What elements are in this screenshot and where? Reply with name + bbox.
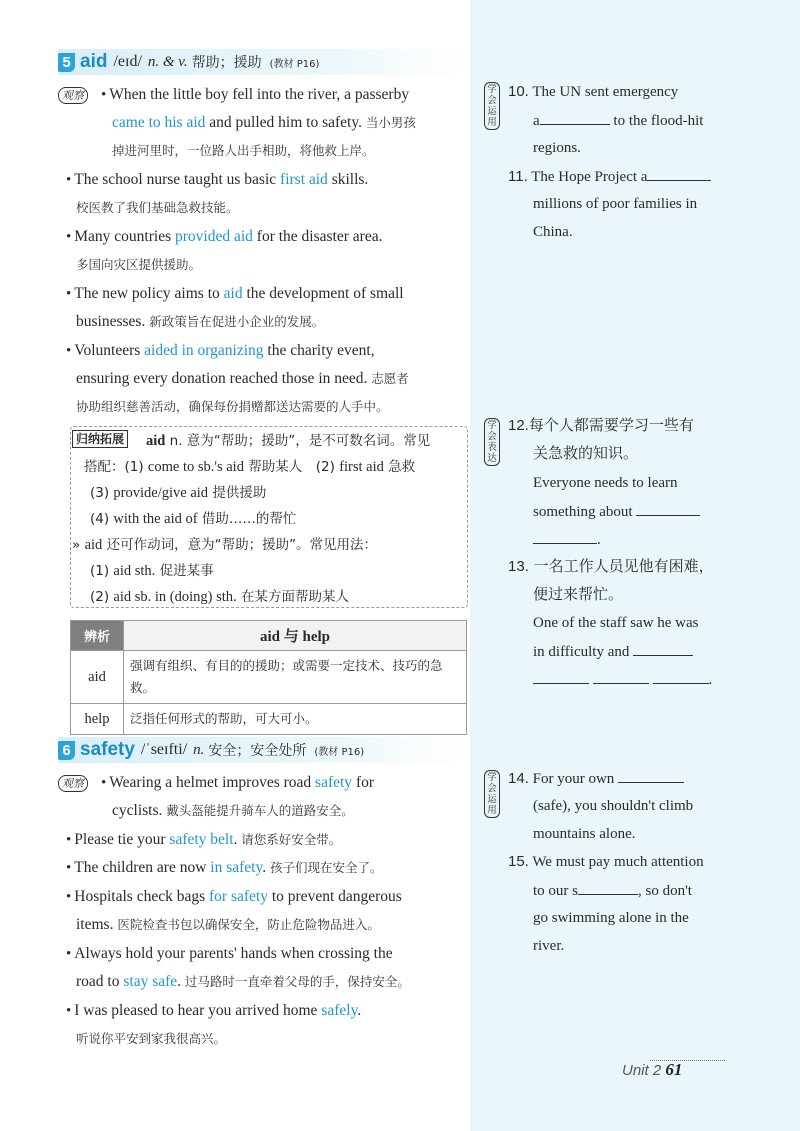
question-10-line: a to the flood-hit [533, 110, 703, 131]
question-15-line: river. [533, 938, 565, 954]
question-14-line: (safe), you shouldn't climb [533, 798, 694, 814]
textbook-reference: (教材 P16) [269, 58, 320, 70]
example-translation: 掉进河里时，一位路人出手相助，将他救上岸。 [112, 143, 375, 158]
learn-express-badge: 学会表达 [484, 418, 500, 466]
learn-use-badge: 学会运用 [484, 82, 500, 130]
question-13-line: in difficulty and [533, 641, 693, 662]
comparison-value: 强调有组织、有目的的援助；或需要一定技术、技巧的急救。 [124, 651, 467, 704]
entry-header-aid [58, 49, 466, 75]
example-line: • Hospitals check bags for safety to prevent dangerous [66, 888, 402, 905]
example-line: businesses. 新政策旨在促进小企业的发展。 [76, 313, 325, 330]
comparison-title: aid 与 help [124, 621, 467, 651]
answer-blank[interactable] [633, 641, 693, 656]
question-13-line: . [533, 669, 712, 690]
headword: safety [80, 739, 135, 760]
comparison-key: aid [71, 651, 124, 704]
example-line: • Always hold your parents' hands when crossing the [66, 945, 393, 962]
question-12-line: Everyone needs to learn [533, 475, 678, 491]
answer-blank[interactable] [540, 110, 610, 125]
example-line: • The children are now in safety. 孩子们现在安全了。 [66, 859, 383, 876]
comparison-tag: 辨析 [71, 621, 124, 651]
extension-line: (3) provide/give aid 提供援助 [90, 485, 267, 501]
part-of-speech: n. [193, 741, 205, 758]
extension-line: (1) aid sth. 促进某事 [90, 563, 214, 579]
question-12-line: something about [533, 501, 700, 522]
question-14-line: mountains alone. [533, 826, 636, 842]
definition: 帮助；援助 [191, 55, 262, 71]
question-14: 14. For your own [508, 768, 684, 789]
question-15: 15. We must pay much attention [508, 853, 704, 870]
answer-blank[interactable] [636, 501, 700, 516]
page-footer: Unit 2 61 [622, 1060, 683, 1079]
question-12-line: 关急救的知识。 [533, 444, 639, 462]
example-line: • When the little boy fell into the river, a passerby [101, 86, 410, 103]
part-of-speech: n. & v. [147, 53, 188, 70]
example-translation: 校医教了我们基础急救技能。 [76, 200, 239, 215]
comparison-table [70, 620, 467, 735]
learn-use-badge: 学会运用 [484, 770, 500, 818]
answer-blank[interactable] [533, 669, 589, 684]
extension-line: » aid 还可作动词，意为“帮助；援助”。常见用法： [72, 537, 378, 553]
example-line: • The school nurse taught us basic first aid skills. [66, 171, 369, 188]
question-11-line: millions of poor families in [533, 196, 698, 212]
entry-number: 6 [58, 741, 75, 760]
example-translation: 协助组织慈善活动，确保每份捐赠都送达需要的人手中。 [76, 399, 389, 414]
question-10: 10. The UN sent emergency [508, 83, 679, 100]
answer-blank[interactable] [618, 768, 684, 783]
question-11-line: China. [533, 224, 573, 240]
entry-header-safety [58, 737, 466, 763]
example-translation: 多国向灾区提供援助。 [76, 257, 202, 272]
example-line: cyclists. 戴头盔能提升骑车人的道路安全。 [112, 802, 354, 819]
example-line: • I was pleased to hear you arrived home safely. [66, 1002, 362, 1019]
example-line: • Please tie your safety belt. 请您系好安全带。 [66, 831, 342, 848]
extension-line: aid n. 意为“帮助；援助”，是不可数名词。常见 [146, 433, 431, 449]
table-row [71, 704, 467, 735]
question-13-line: 便过来帮忙。 [533, 585, 624, 603]
extension-label: 归纳拓展 [72, 430, 128, 448]
example-line: items. 医院检查书包以确保安全，防止危险物品进入。 [76, 916, 380, 933]
example-line: • The new policy aims to aid the development of small [66, 285, 404, 302]
question-11: 11. The Hope Project a [508, 166, 711, 187]
extension-line: (2) aid sb. in (doing) sth. 在某方面帮助某人 [90, 589, 349, 605]
answer-blank[interactable] [653, 669, 709, 684]
example-line: • Wearing a helmet improves road safety for [101, 774, 375, 791]
definition: 安全；安全处所 [208, 743, 307, 759]
question-15-line: go swimming alone in the [533, 910, 689, 926]
comparison-value: 泛指任何形式的帮助，可大可小。 [124, 704, 467, 735]
observe-label: 观察 [58, 87, 88, 104]
question-13: 13. 一名工作人员见他有困难， [508, 557, 714, 575]
comparison-key: help [71, 704, 124, 735]
answer-blank[interactable] [647, 166, 711, 181]
extension-line: (4) with the aid of 借助……的帮忙 [90, 511, 297, 527]
question-10-line: regions. [533, 140, 581, 156]
question-12: 12.每个人都需要学习一些有 [508, 416, 694, 434]
question-12-line: . [533, 529, 601, 550]
answer-blank[interactable] [578, 880, 638, 895]
extension-line: 搭配：(1) come to sb.'s aid 帮助某人 (2) first aid 急救 [84, 459, 416, 475]
question-13-line: One of the staff saw he was [533, 615, 699, 631]
answer-blank[interactable] [593, 669, 649, 684]
example-line: ensuring every donation reached those in need. 志愿者 [76, 370, 409, 387]
example-translation: 听说你平安到家我很高兴。 [76, 1031, 227, 1046]
pronunciation: /ˈseɪfti/ [140, 741, 188, 758]
page-number: 61 [665, 1060, 683, 1079]
headword: aid [80, 51, 108, 72]
example-line: • Many countries provided aid for the disaster area. [66, 228, 383, 245]
answer-blank[interactable] [533, 529, 597, 544]
example-line: road to stay safe. 过马路时一直牵着父母的手，保持安全。 [76, 973, 410, 990]
table-row [71, 651, 467, 704]
pronunciation: /eɪd/ [113, 53, 142, 70]
example-line: • Volunteers aided in organizing the charity event, [66, 342, 375, 359]
observe-label: 观察 [58, 775, 88, 792]
entry-number: 5 [58, 53, 75, 72]
question-15-line: to our s , so don't [533, 880, 692, 901]
textbook-reference: (教材 P16) [314, 746, 365, 758]
example-line: came to his aid and pulled him to safety. 当小男孩 [112, 114, 416, 131]
